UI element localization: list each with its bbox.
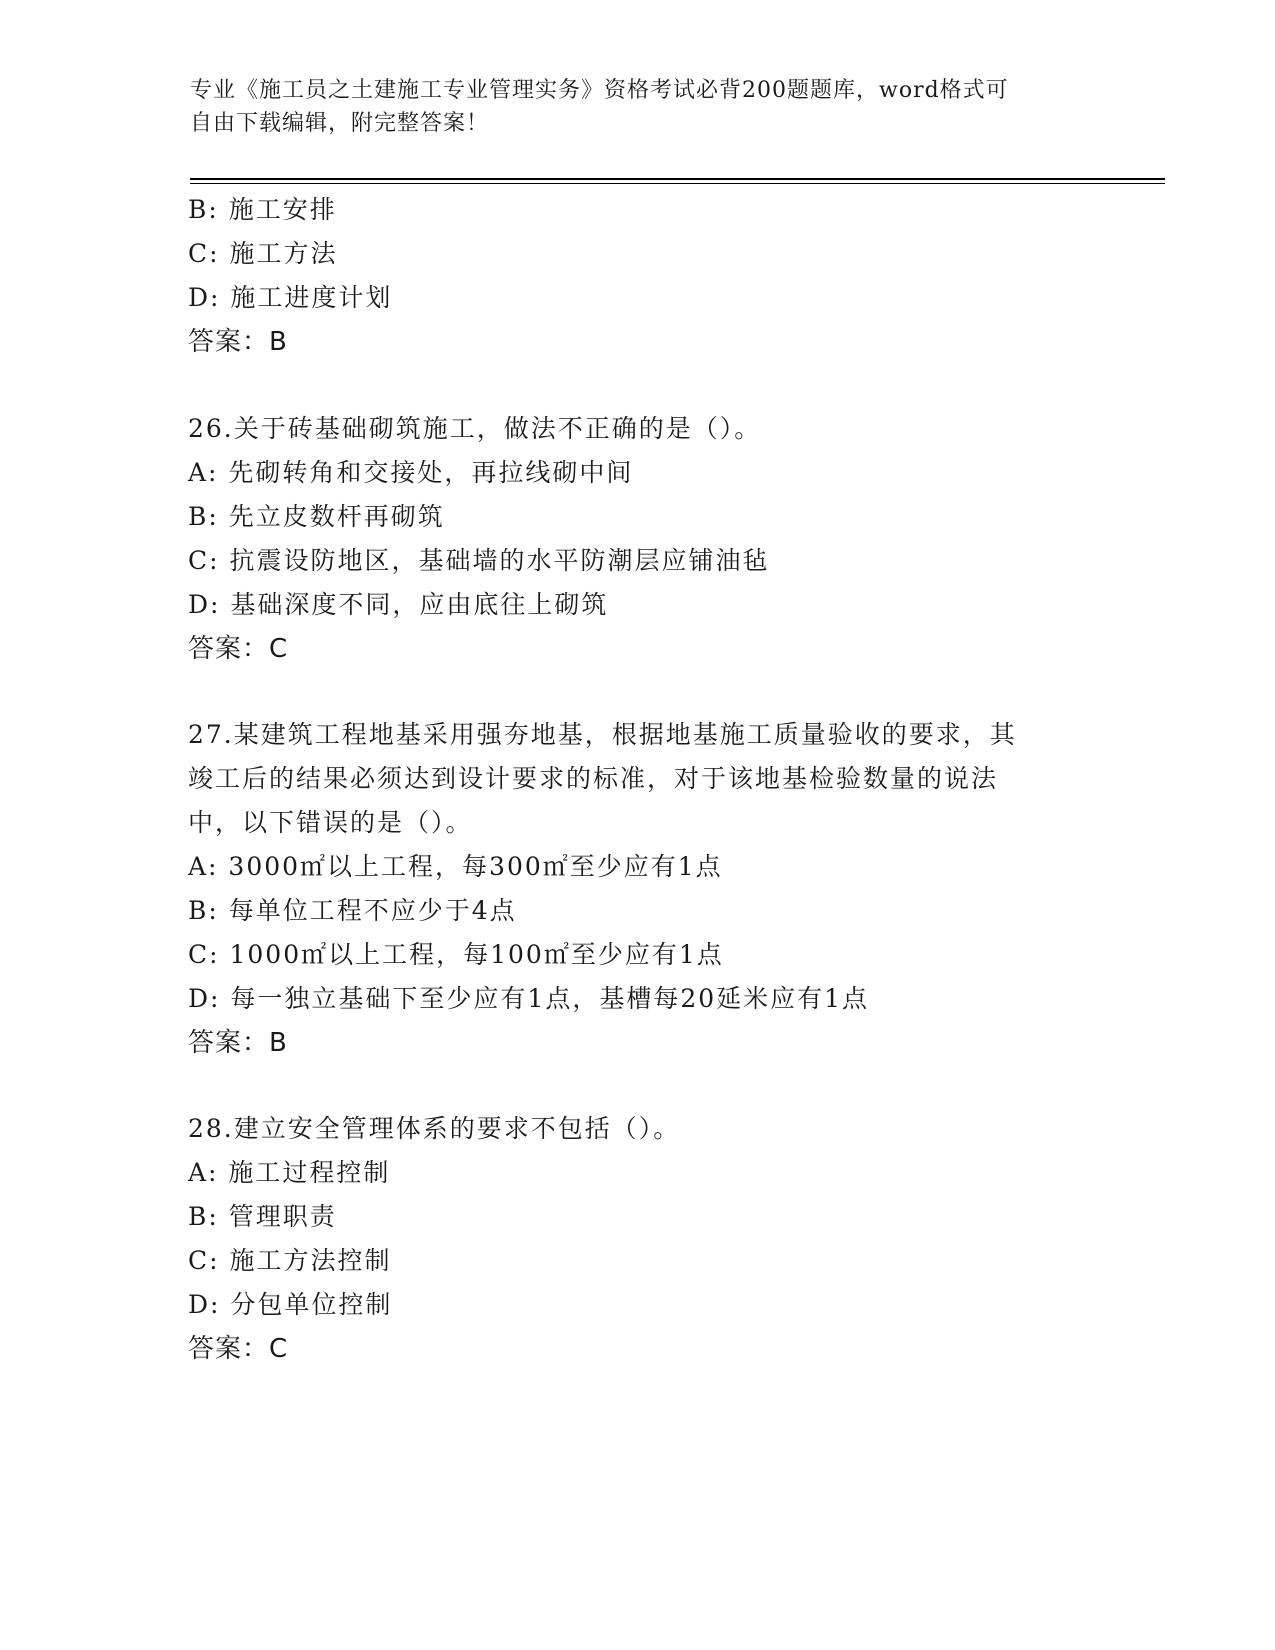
document-header — [190, 74, 1090, 140]
q25-answer: 答案：B — [188, 327, 288, 357]
q25-option-c: C: 施工方法 — [188, 239, 338, 268]
q28-option-a: A: 施工过程控制 — [188, 1158, 391, 1187]
q27-option-b: B: 每单位工程不应少于4点 — [188, 896, 517, 925]
q26-option-b: B: 先立皮数杆再砌筑 — [188, 502, 445, 531]
q27-option-c: C: 1000㎡以上工程，每100㎡至少应有1点 — [188, 940, 724, 969]
q28-answer: 答案：C — [188, 1334, 289, 1364]
q26-option-c: C: 抗震设防地区，基础墙的水平防潮层应铺油毡 — [188, 546, 770, 575]
header-title-line-2: 自由下载编辑，附完整答案！ — [190, 111, 490, 136]
q28-option-b: B: 管理职责 — [188, 1202, 337, 1231]
q26-option-d: D: 基础深度不同，应由底往上砌筑 — [188, 590, 609, 619]
q26-answer: 答案：C — [188, 634, 289, 664]
q25-option-d: D: 施工进度计划 — [188, 283, 393, 312]
q28-option-c: C: 施工方法控制 — [188, 1246, 392, 1275]
q27-answer: 答案：B — [188, 1028, 288, 1058]
q26-question: 26.关于砖基础砌筑施工，做法不正确的是（）。 — [188, 414, 762, 443]
q27-question-line-1: 27.某建筑工程地基采用强夯地基，根据地基施工质量验收的要求，其 — [188, 720, 1017, 749]
q26-option-a: A: 先砌转角和交接处，再拉线砌中间 — [188, 458, 634, 487]
q27-question-line-2: 竣工后的结果必须达到设计要求的标准，对于该地基检验数量的说法 — [188, 764, 999, 793]
header-title-line-1: 专业《施工员之土建施工专业管理实务》资格考试必背200题题库，word格式可 — [190, 78, 1009, 103]
q27-question-line-3: 中，以下错误的是（）。 — [188, 808, 473, 837]
q25-option-b: B: 施工安排 — [188, 195, 337, 224]
header-divider — [190, 178, 1165, 184]
q27-option-a: A: 3000㎡以上工程，每300㎡至少应有1点 — [188, 852, 723, 881]
q28-option-d: D: 分包单位控制 — [188, 1290, 393, 1319]
q27-option-d: D: 每一独立基础下至少应有1点，基槽每20延米应有1点 — [188, 984, 870, 1013]
q28-question: 28.建立安全管理体系的要求不包括（）。 — [188, 1114, 681, 1143]
